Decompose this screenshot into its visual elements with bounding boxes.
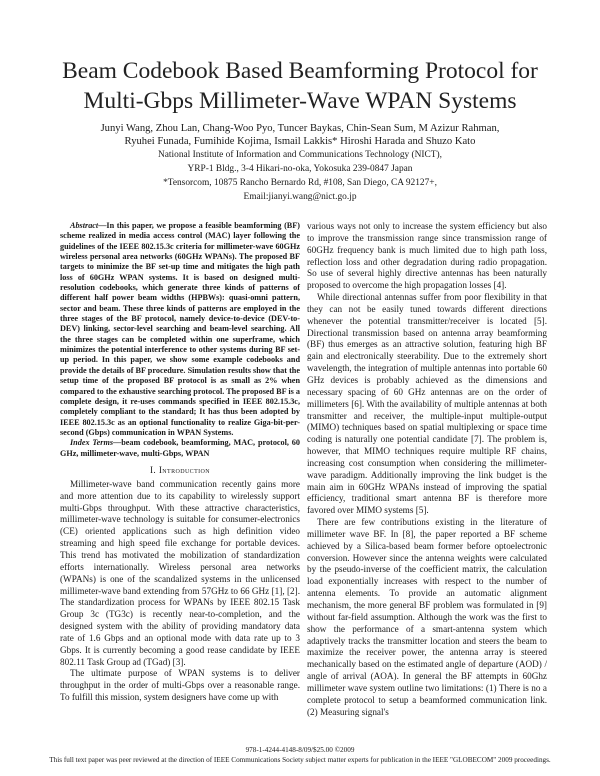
right-column — [307, 221, 547, 718]
index-terms — [60, 438, 300, 459]
copyright-line: 978-1-4244-4148-8/09/$25.00 ©2009 — [245, 746, 355, 754]
title-line-1: Beam Codebook Based Beamforming Protocol for — [62, 58, 538, 84]
affiliation-line-1: National Institute of Information and Communications Technology (NICT), — [157, 150, 442, 160]
index-terms-text: —beam codebook, beamforming, MAC, protocol, 60 GHz, millimeter-wave, multi-Gbps, WPAN — [60, 438, 300, 458]
intro-paragraph-2: The ultimate purpose of WPAN systems is to deliver throughput in the order of multi-Gbps over a reasonable range. To fulfill this mission, system designers have come up with — [60, 668, 300, 703]
index-terms-lead: Index Terms — [70, 438, 114, 448]
section-heading-introduction: I. Introduction — [149, 464, 211, 475]
paper-title — [0, 56, 600, 116]
author-list — [40, 122, 560, 148]
contact-email: Email:jianyi.wang@nict.go.jp — [243, 192, 357, 202]
authors-line-1: Junyi Wang, Zhou Lan, Chang-Woo Pyo, Tuncer Baykas, Chin-Sean Sum, M Azizur Rahman, — [100, 123, 500, 134]
authors-line-2: Ryuhei Funada, Fumihide Kojima, Ismail Lakkis* Hiroshi Harada and Shuzo Kato — [124, 136, 476, 147]
left-column — [60, 221, 300, 704]
title-line-2: Multi-Gbps Millimeter-Wave WPAN Systems — [83, 88, 517, 114]
right-paragraph-1: various ways not only to increase the system efficiency but also to improve the transmission range since transmission range of 60GHz frequency bank is much limited due to high path loss, reflection loss and other degradation during radio propagation. So use of several highly directive antennas has been naturally proposed to overcome the high propagation losses [4]. — [307, 221, 547, 291]
affiliation-line-2: YRP-1 Bldg., 3-4 Hikari-no-oka, Yokosuka 239-0847 Japan — [187, 164, 413, 174]
abstract-text: —In this paper, we propose a feasible beamforming (BF) scheme realized in media access control (MAC) layer following the guidelines of the IEEE 802.15.3c criteria for millimeter-wave 60GHz wireless personal area networks (60GHz WPANs). The proposed BF targets to minimize the BF set-up time and mitigates the high path loss of 60GHz WPAN systems. It is based on designed multi-resolution codebooks, which generate three kinds of patterns of different half power beam widths (HPBWs): quasi-omni pattern, sector and beam. These three kinds of patterns are employed in the three stages of the BF protocol, namely device-to-device (DEV-to-DEV) linking, sector-level searching and beam-level searching. All the three stages can be completed within one superframe, which minimizes the potential interference to other systems during BF set-up period. In this paper, we show some example codebooks and provide the details of BF procedure. Simulation results show that the setup time of the proposed BF protocol is as small as 2% when compared to the exhaustive searching protocol. The proposed BF is a complete design, it re-uses commands specified in IEEE 802.15.3c, completely compliant to the standard; It has thus been adopted by IEEE 802.15.3c as an optional functionality to realize Giga-bit-per-second (Gbps) communication in WPAN Systems. — [60, 221, 300, 437]
abstract-lead: Abstract — [70, 221, 99, 230]
abstract — [60, 221, 300, 438]
right-paragraph-2: While directional antennas suffer from poor flexibility in that they can not be easily tuned towards different directions whenever the potential transmitter/receiver is located [5]. Directional transmission based on antenna array beamforming (BF) thus emerges as an attractive solution, featuring high BF gain and electronically steerability. Due to the extremely short wavelength, the integration of multiple antennas into portable 60 GHz devices is probably achieved as the dimensions and necessary spacing of 60 GHz antennas are on the order of millimeters [6]. With the availability of multiple antennas at both transmitter and receiver, the multiple-input multiple-output (MIMO) techniques based on spatial multiplexing or space time coding is naturally one potential candidate [7]. The problem is, however, that MIMO techniques require multiple RF chains, increasing cost consumption when considering the millimeter-wave paradigm. Additionally improving the link budget is the main aim in 60GHz WPANs instead of improving the spatial efficiency, traditional smart antenna BF is therefore more favored over MIMO systems [5]. — [307, 292, 547, 516]
peer-review-notice: This full text paper was peer reviewed at the direction of IEEE Communications Society subject matter experts for publication in the IEEE "GLOBECOM" 2009 proceedings. — [49, 756, 551, 764]
right-paragraph-3: There are few contributions existing in the literature of millimeter wave BF. In [8], the paper reported a BF scheme achieved by a Silica-based beam former before optoelectronic conversion. However since the antenna weights were calculated by the pseudo-inverse of the coefficient matrix, the calculation load exponentially increases with respect to the number of antenna elements. To provide an automatic alignment mechanism, the more general BF problem was formulated in [9] without far-field assumption. Although the work was the first to show the performance of a smart-antenna system which adaptively tracks the transmitter location and steers the beam to maximize the receiver power, the antenna array is steered mechanically based on the estimated angle of departure (AOD) / angle of arrival (AOA). In general the BF attempts in 60Ghz millimeter wave system outline two limitations: (1) There is no a complete protocol to setup a beamformed communication link. (2) Measuring signal's — [307, 517, 547, 717]
affiliation-line-3: *Tensorcom, 10875 Rancho Bernardo Rd, #108, San Diego, CA 92127+, — [163, 178, 437, 188]
intro-paragraph-1: Millimeter-wave band communication recently gains more and more attention due to its capability to wirelessly support multi-Gbps throughput. With these attractive characteristics, millimeter-wave technology is suitable for consumer-electronics (CE) oriented applications such as high definition video streaming and high speed file exchange for portable devices. This trend has motivated the mobilization of standardization efforts internationally. Wireless personal area networks (WPANs) is one of the scandalized systems in the unlicensed millimeter-wave band extending from 57GHz to 66 GHz [1], [2]. The standardization process for WPANs by IEEE 802.15 Task Group 3c (TG3c) is recently near-to-completion, and the designed system with the ability of providing mandatory data rate of 1.6 Gbps and an optional mode with data rate up to 3 Gbps. It is currently becoming a good rease candidate by IEEE 802.11 Task Group ad (TGad) [3]. — [60, 478, 300, 667]
affiliation-block — [40, 148, 560, 204]
